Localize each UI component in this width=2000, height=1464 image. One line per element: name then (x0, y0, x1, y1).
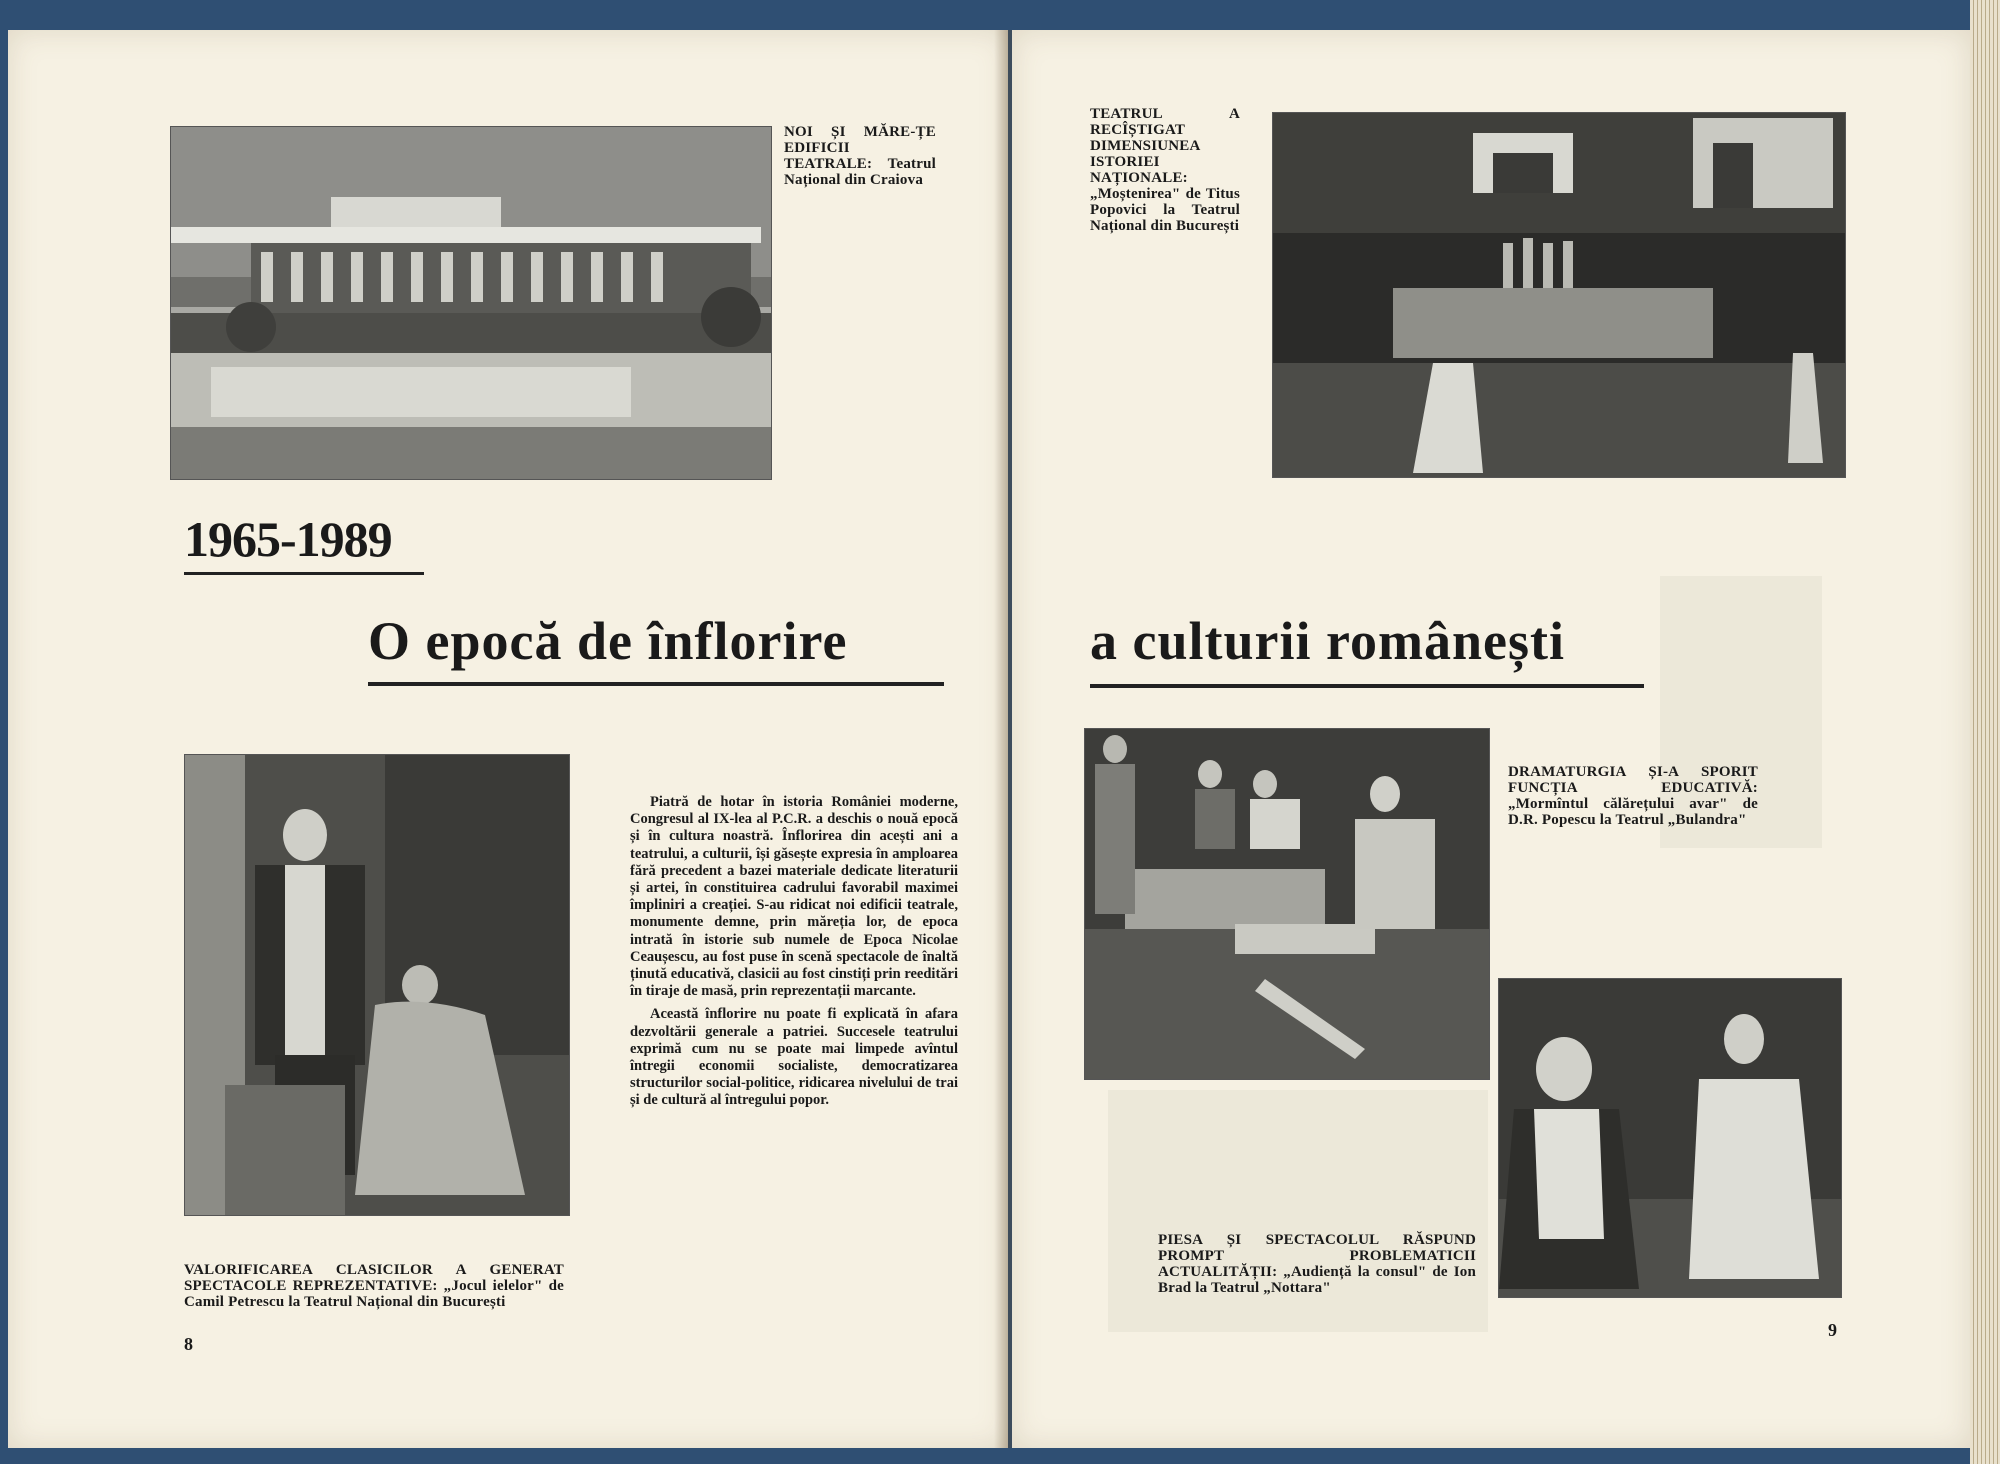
years-heading: 1965-1989 (184, 511, 392, 567)
photo-mormintul-calaretului (1084, 728, 1490, 1080)
caption-mostenirea: TEATRUL A RECÎȘTIGAT DIMENSIUNEA ISTORIEI NAȚIONALE: „Moștenirea" de Titus Popovici la Teatrul Național din București (1090, 106, 1240, 234)
body-paragraph-1: Piatră de hotar în istoria României moderne, Congresul al IX-lea al P.C.R. a deschis o nouă epocă și în cultura noastră. Înflorirea din acești ani a teatrului, a culturii, își găsește expresia în amploarea fără precedent a bazei materiale dedicate literaturii și artei, în constituirea cadrului favorabil maximei împliniri a creației. S-au ridicat noi edificii teatrale, monumente demne, prin măreția lor, de epoca intrată în istorie sub numele de Epoca Nicolae Ceaușescu, au fost puse în scenă spectacole de înaltă ținută educativă, clasicii au fost cinstiți prin reeditări în tiraje de masă, prin reprezentații marcante. (630, 794, 958, 1000)
caption-craiova: NOI ȘI MĂRE-ȚE EDIFICII TEATRALE: Teatrul Național din Craiova (784, 124, 936, 188)
headline-left: O epocă de înflorire (368, 611, 848, 671)
page-number-right: 9 (1828, 1320, 1837, 1340)
photo-jocul-ielelor (184, 754, 570, 1216)
left-page (8, 30, 1008, 1448)
caption-jocul-ielelor: VALORIFICAREA CLASICILOR A GENERAT SPECTACOLE REPREZENTATIVE: „Jocul ielelor" de Camil Petrescu la Teatrul Național din București (184, 1262, 564, 1310)
article-body (630, 794, 958, 1110)
headline-right: a culturii românești (1090, 611, 1565, 671)
photo-teatrul-national-craiova (170, 126, 772, 480)
right-page (1012, 30, 1970, 1448)
years-rule (184, 572, 424, 575)
caption-mormintul-calaretului: DRAMATURGIA ȘI-A SPORIT FUNCȚIA EDUCATIVĂ: „Mormîntul călărețului avar" de D.R. Popescu la Teatrul „Bulandra" (1508, 764, 1758, 828)
headline-right-rule (1090, 684, 1644, 688)
headline-left-rule (368, 682, 944, 686)
body-paragraph-2: Această înflorire nu poate fi explicată în afara dezvoltării generale a patriei. Succesele teatrului exprimă cum nu se poate mai limpede avîntul întregii economii socialiste, democratizarea structurilor social-politice, ridicarea nivelului de trai și de cultură al întregului popor. (630, 1006, 958, 1109)
photo-mostenirea (1272, 112, 1846, 478)
page-number-left: 8 (184, 1334, 193, 1354)
caption-audienta-la-consul: PIESA ȘI SPECTACOLUL RĂSPUND PROMPT PROBLEMATICII ACTUALITĂȚII: „Audiență la consul" de Ion Brad la Teatrul „Nottara" (1158, 1232, 1476, 1296)
book-edge (1970, 0, 2000, 1464)
photo-audienta-la-consul (1498, 978, 1842, 1298)
